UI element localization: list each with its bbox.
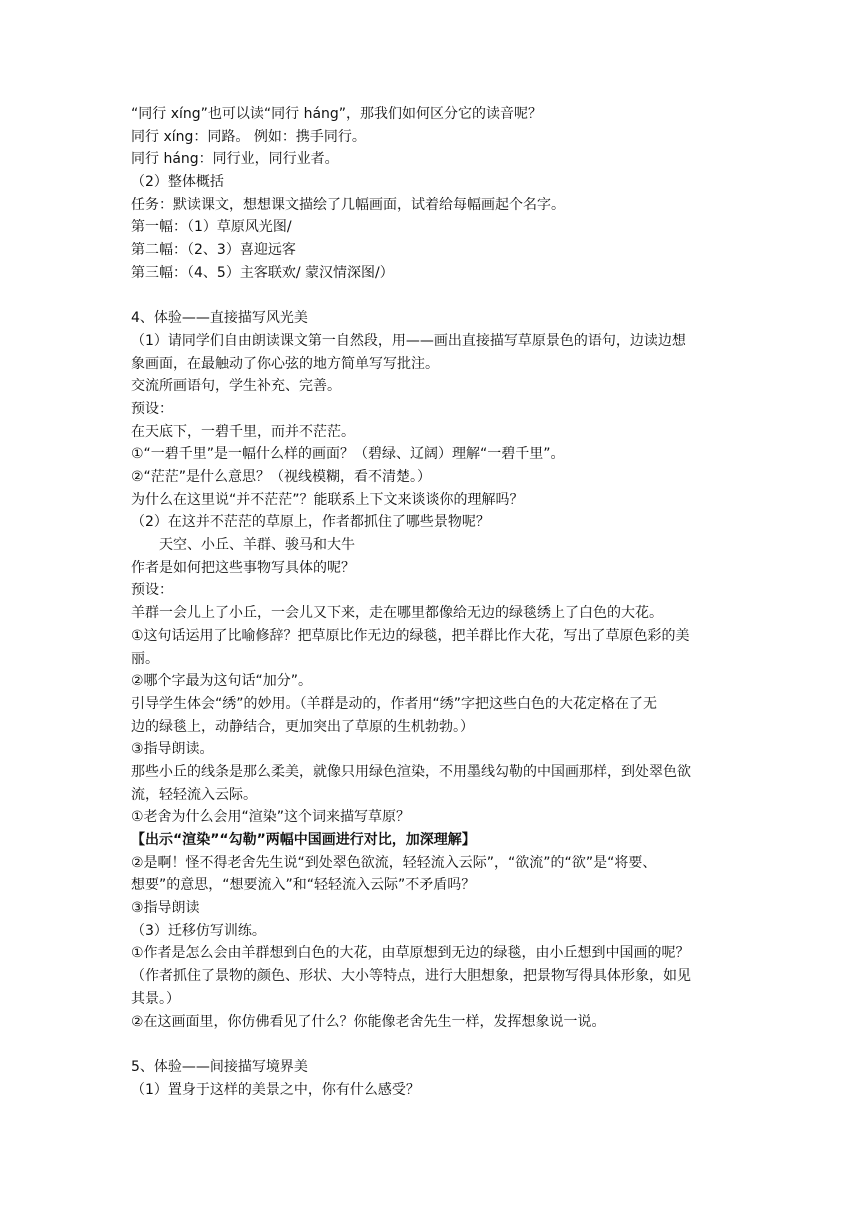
text-line: 预设： bbox=[131, 582, 173, 599]
text-line: ②“茫茫”是什么意思？（视线模糊，看不清楚。） bbox=[131, 469, 432, 485]
text-line: 为什么在这里说“并不茫茫”？能联系上下文来谈谈你的理解吗？ bbox=[131, 491, 524, 508]
text-line: （2）在这并不茫茫的草原上，作者都抓住了哪些景物呢？ bbox=[131, 514, 490, 531]
text-line: 引导学生体会“绣”的妙用。（羊群是动的，作者用“绣”字把这些白色的大花定格在了无 bbox=[131, 695, 658, 712]
document-body bbox=[131, 103, 741, 1101]
text-line: 任务：默读课文，想想课文描绘了几幅画面，试着给每幅画起个名字。 bbox=[131, 196, 565, 213]
text-line: 在天底下，一碧千里，而并不茫茫。 bbox=[131, 423, 355, 440]
text-line: （1）请同学们自由朗读课文第一自然段，用——画出直接描写草原景色的语句，边读边想 bbox=[131, 332, 686, 349]
text-line: 预设： bbox=[131, 400, 173, 417]
text-line: 流，轻轻流入云际。 bbox=[131, 786, 257, 803]
text-line: 第一幅：（1）草原风光图/ bbox=[131, 219, 292, 236]
text-line: 那些小丘的线条是那么柔美，就像只用绿色渲染，不用墨线勾勒的中国画那样，到处翠色欲 bbox=[131, 763, 691, 780]
blank-line bbox=[131, 1033, 741, 1056]
text-line: 第三幅：（4、5）主客联欢/ 蒙汉情深图/） bbox=[131, 264, 394, 281]
text-line: 羊群一会儿上了小丘，一会儿又下来，走在哪里都像给无边的绿毯绣上了白色的大花。 bbox=[131, 605, 663, 622]
text-line: （1）置身于这样的美景之中，你有什么感受？ bbox=[131, 1081, 420, 1098]
text-line: 边的绿毯上，动静结合，更加突出了草原的生机勃勃。） bbox=[131, 718, 474, 735]
text-line: ①老舍为什么会用“渲染”这个词来描写草原？ bbox=[131, 809, 411, 826]
text-line: 其景。） bbox=[131, 990, 180, 1007]
section-heading: 4、体验——直接描写风光美 bbox=[131, 310, 308, 327]
text-line: ②在这画面里，你仿佛看见了什么？你能像老舍先生一样，发挥想象说一说。 bbox=[131, 1013, 606, 1030]
text-line: 同行 háng：同行业，同行业者。 bbox=[131, 151, 339, 168]
text-line: 【出示“渲染”“勾勒”两幅中国画进行对比，加深理解】 bbox=[131, 832, 476, 848]
text-line: 天空、小丘、羊群、骏马和大牛 bbox=[159, 537, 355, 554]
text-line: ②是啊！怪不得老舍先生说“到处翠色欲流，轻轻流入云际”，“欲流”的“欲”是“将要、 bbox=[131, 854, 657, 871]
text-line: 想要”的意思，“想要流入”和“轻轻流入云际”不矛盾吗？ bbox=[131, 877, 476, 894]
text-line: ①作者是怎么会由羊群想到白色的大花，由草原想到无边的绿毯，由小丘想到中国画的呢？ bbox=[131, 945, 690, 962]
text-line: 第二幅：（2、3）喜迎远客 bbox=[131, 242, 296, 259]
text-line: 象画面，在最触动了你心弦的地方简单写写批注。 bbox=[131, 355, 439, 372]
text-line: ①“一碧千里”是一幅什么样的画面？（碧绿、辽阔）理解“一碧千里”。 bbox=[131, 446, 565, 463]
text-line: “同行 xíng”也可以读“同行 háng”，那我们如何区分它的读音呢？ bbox=[131, 106, 543, 122]
text-line: ③指导朗读。 bbox=[131, 741, 214, 758]
text-line: 丽。 bbox=[131, 650, 159, 667]
text-line: 同行 xíng：同路。 例如：携手同行。 bbox=[131, 128, 366, 145]
text-line: ③指导朗读 bbox=[131, 900, 200, 917]
text-line: （2）整体概括 bbox=[131, 174, 224, 191]
blank-line bbox=[131, 285, 741, 308]
text-line: ①这句话运用了比喻修辞？把草原比作无边的绿毯，把羊群比作大花，写出了草原色彩的美 bbox=[131, 627, 690, 644]
text-line: 作者是如何把这些事物写具体的呢？ bbox=[131, 559, 355, 576]
text-line: ②哪个字最为这句话“加分”。 bbox=[131, 673, 313, 690]
text-line: （作者抓住了景物的颜色、形状、大小等特点，进行大胆想象，把景物写得具体形象，如见 bbox=[131, 968, 691, 985]
text-line: （3）迁移仿写训练。 bbox=[131, 922, 266, 939]
text-line: 交流所画语句，学生补充、完善。 bbox=[131, 378, 341, 395]
section-heading: 5、体验——间接描写境界美 bbox=[131, 1058, 308, 1075]
